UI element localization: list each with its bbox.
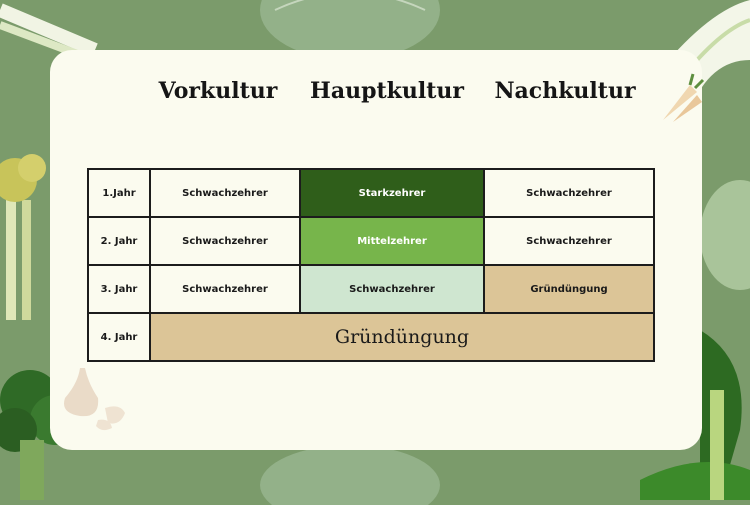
column-header-nachkultur: Nachkultur (494, 78, 636, 104)
table-row (88, 217, 654, 265)
year-label: 2. Jahr (88, 217, 150, 265)
cell-merged-gruenduengung: Gründüngung (150, 313, 654, 361)
column-header-vorkultur: Vorkultur (158, 78, 278, 104)
cell-vorkultur: Schwachzehrer (150, 265, 300, 313)
cell-vorkultur: Schwachzehrer (150, 217, 300, 265)
year-label: 3. Jahr (88, 265, 150, 313)
cell-nachkultur: Schwachzehrer (484, 169, 654, 217)
year-label: 1.Jahr (88, 169, 150, 217)
column-header-hauptkultur: Hauptkultur (310, 78, 464, 104)
cell-nachkultur: Schwachzehrer (484, 217, 654, 265)
cell-nachkultur: Gründüngung (484, 265, 654, 313)
cabbage-leaf-icon (700, 180, 750, 290)
table-row (88, 265, 654, 313)
cell-hauptkultur: Starkzehrer (300, 169, 484, 217)
table-row (88, 313, 654, 361)
table-row (88, 169, 654, 217)
celery-icon (0, 0, 100, 55)
carrot-icon (655, 70, 705, 125)
cell-vorkultur: Schwachzehrer (150, 169, 300, 217)
garlic-icon (60, 368, 135, 433)
cabbage-leaf-icon (255, 445, 445, 505)
year-label: 4. Jahr (88, 313, 150, 361)
crop-rotation-table (87, 168, 655, 362)
celery-icon (0, 150, 50, 320)
cell-hauptkultur: Mittelzehrer (300, 217, 484, 265)
cell-hauptkultur: Schwachzehrer (300, 265, 484, 313)
